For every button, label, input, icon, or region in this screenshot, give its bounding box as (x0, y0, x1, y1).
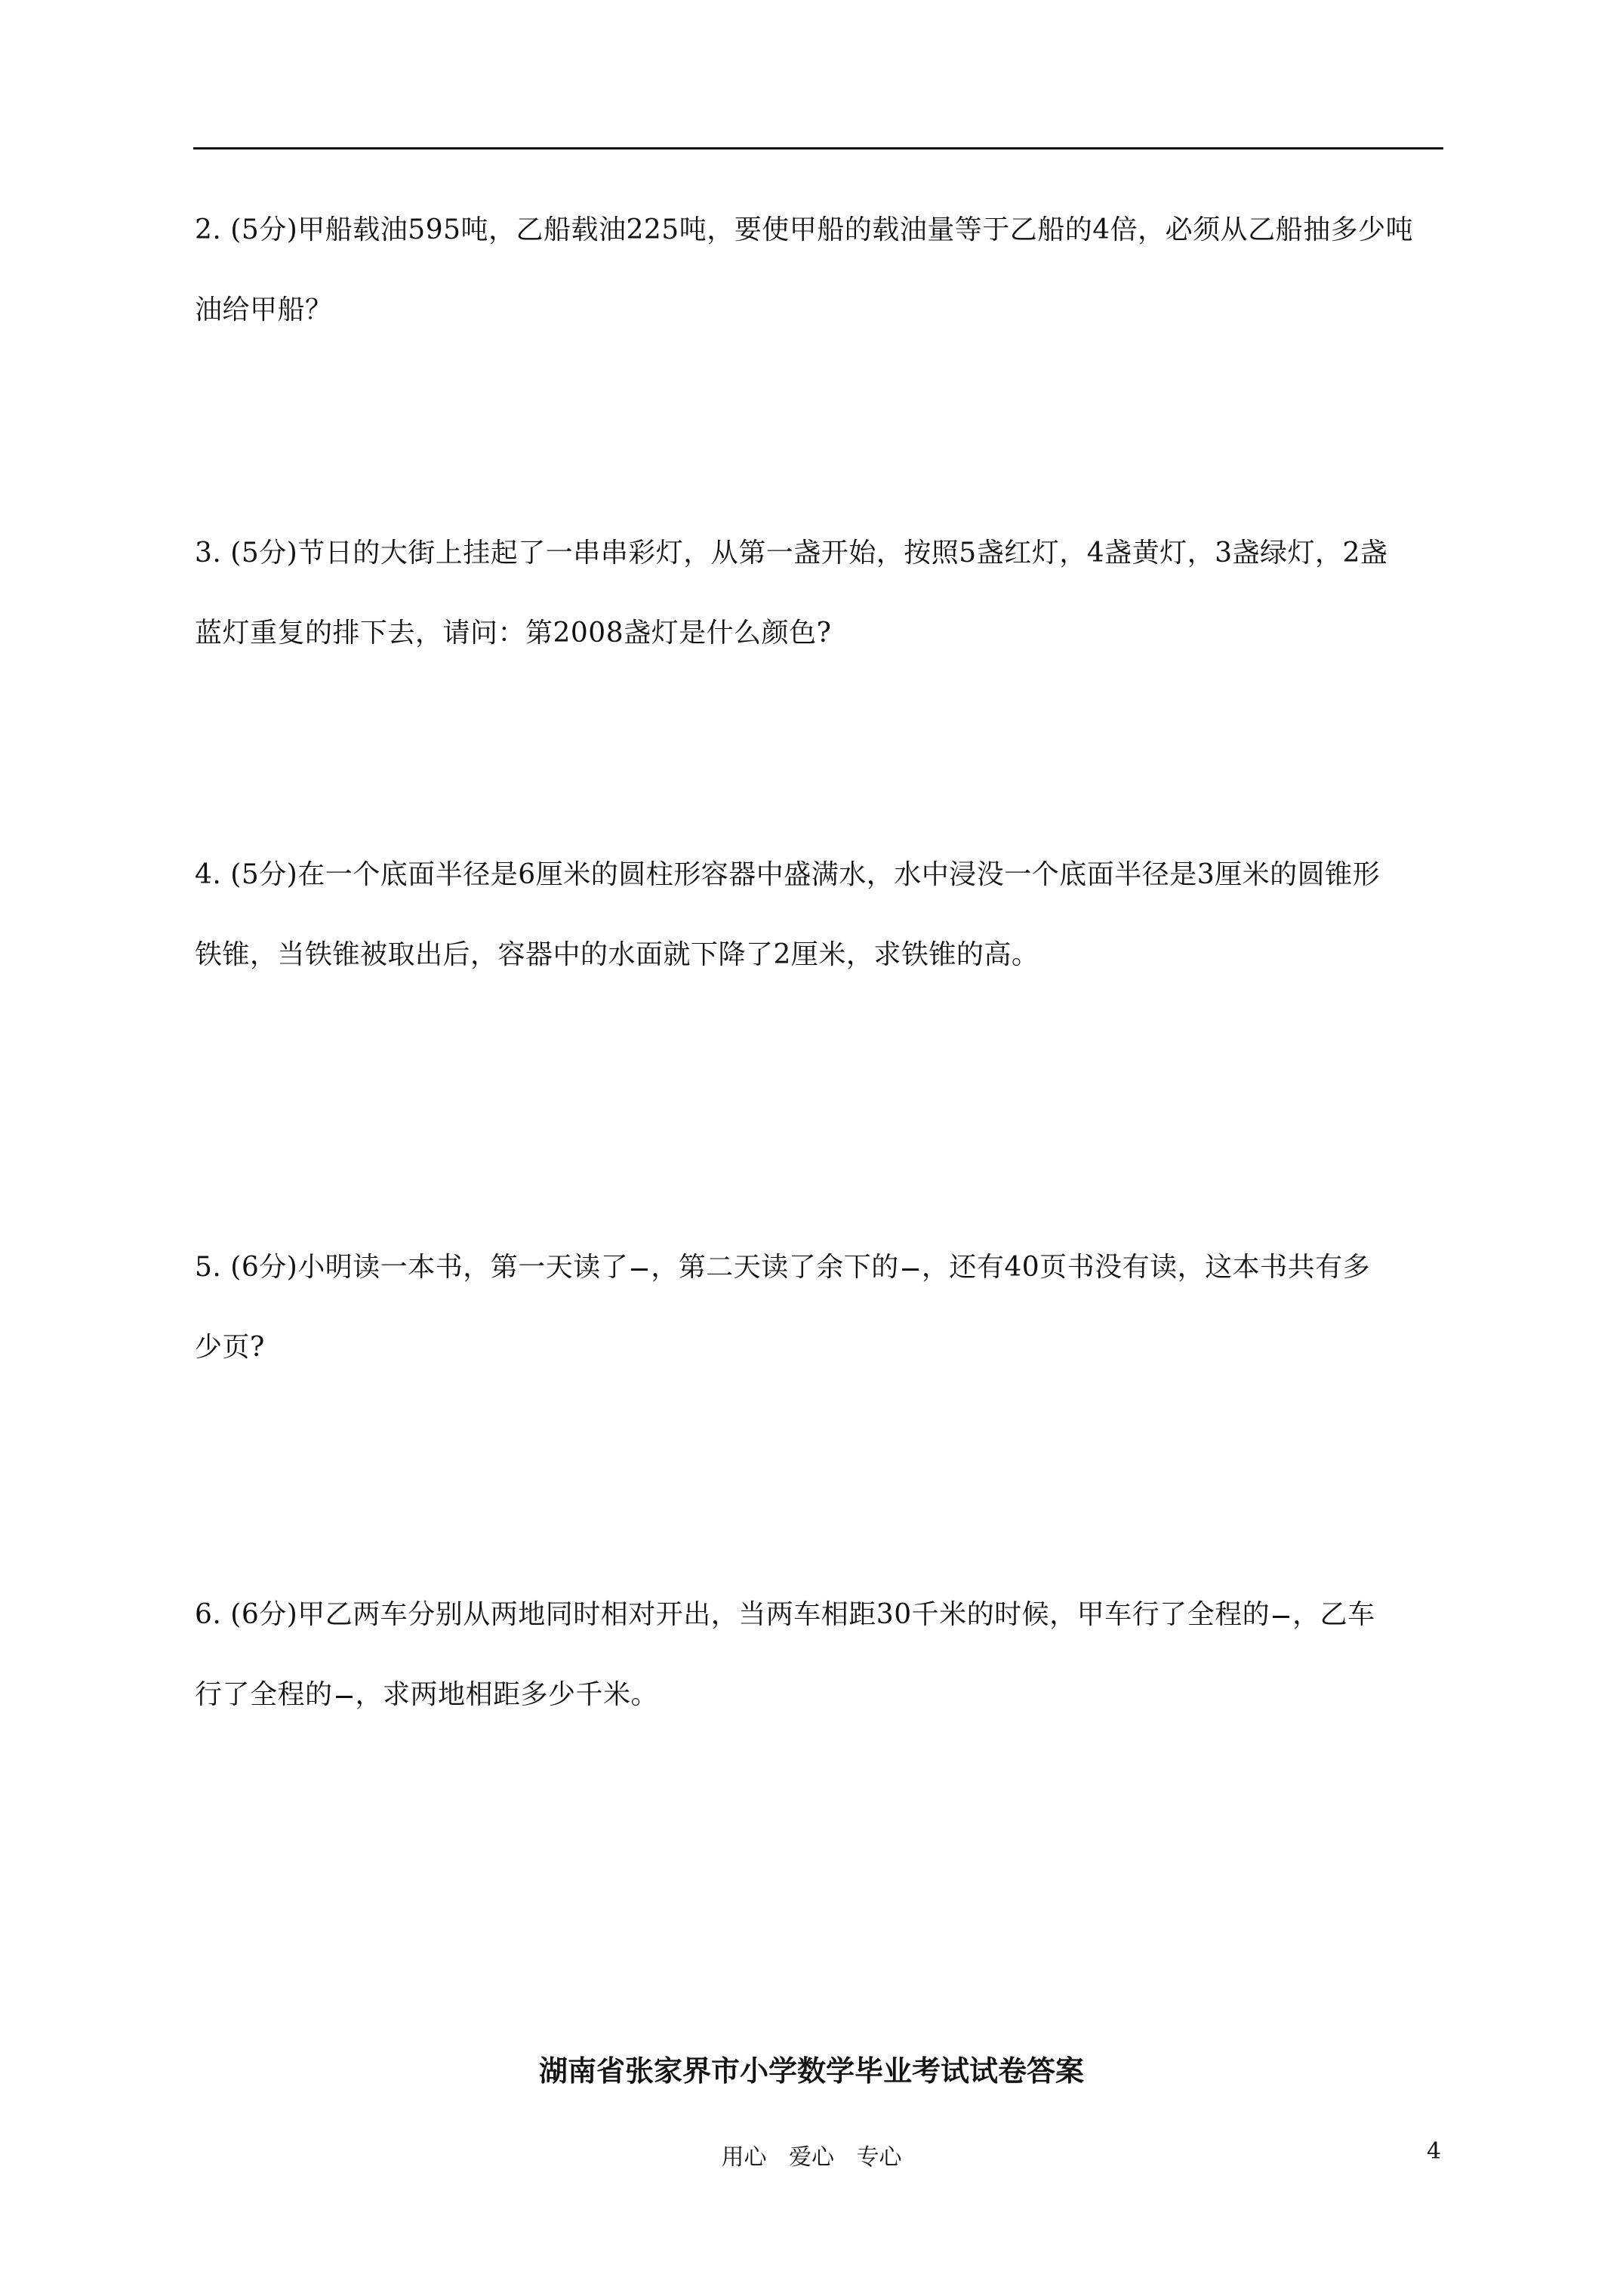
question-6-text-d: ，求两地相距多少千米。 (355, 1679, 659, 1710)
fraction-placeholder (1273, 1616, 1289, 1618)
question-6-line-1 (195, 1575, 1443, 1655)
question-5-line-1 (195, 1228, 1443, 1308)
question-4-line-2: 铁锥，当铁锥被取出后，容器中的水面就下降了2厘米，求铁锥的高。 (195, 939, 1039, 970)
question-2 (195, 190, 1443, 350)
question-5-text-c: ，还有40页书没有读，这本书共有多 (921, 1252, 1371, 1283)
question-5-line-2: 少页? (195, 1332, 265, 1363)
question-4 (195, 835, 1443, 995)
question-5-text-a: 5. (6分)小明读一本书，第一天读了 (195, 1252, 629, 1283)
question-3-line-2: 蓝灯重复的排下去，请问：第2008盏灯是什么颜色? (195, 618, 832, 649)
question-2-line-1: 2. (5分)甲船载油595吨，乙船载油225吨，要使甲船的载油量等于乙船的4倍，必须从乙船抽多少吨 (195, 214, 1414, 245)
question-3 (195, 513, 1443, 673)
question-6-text-a: 6. (6分)甲乙两车分别从两地同时相对开出，当两车相距30千米的时候，甲车行了全程的 (195, 1599, 1270, 1630)
question-2-line-2: 油给甲船？ (195, 294, 333, 325)
question-6-text-c: 行了全程的 (195, 1679, 333, 1710)
question-5 (195, 1228, 1443, 1388)
question-4-line-1: 4. (5分)在一个底面半径是6厘米的圆柱形容器中盛满水，水中浸没一个底面半径是3厘米的圆锥形 (195, 859, 1381, 890)
question-6 (195, 1575, 1443, 1735)
answer-section-title: 湖南省张家界市小学数学毕业考试试卷答案 (538, 2054, 1084, 2088)
fraction-placeholder (631, 1268, 648, 1271)
question-3-line-1: 3. (5分)节日的大街上挂起了一串串彩灯，从第一盏开始，按照5盏红灯，4盏黄灯，3盏绿灯，2盏 (195, 538, 1388, 569)
footer-motto: 用心 爱心 专心 (721, 2144, 902, 2171)
question-5-text-b: ，第二天读了余下的 (651, 1252, 899, 1283)
question-6-text-b: ，乙车 (1292, 1599, 1375, 1630)
fraction-placeholder (902, 1268, 919, 1271)
page-number: 4 (1427, 2138, 1442, 2165)
fraction-placeholder (336, 1696, 353, 1698)
header-rule (193, 147, 1443, 149)
question-6-line-2 (195, 1655, 1443, 1735)
